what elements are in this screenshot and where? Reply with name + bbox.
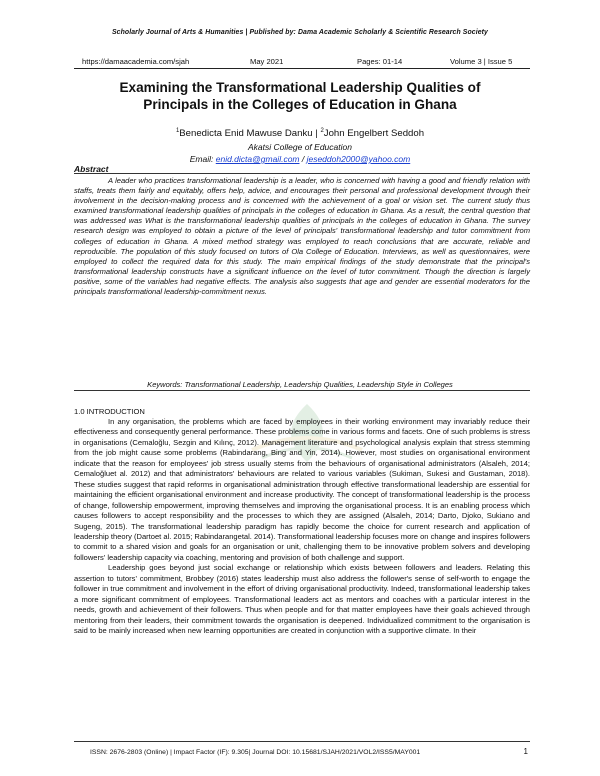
journal-header: Scholarly Journal of Arts & Humanities | Published by: Dama Academic Scholarly & Scientific Research Society [111, 29, 488, 36]
email-link-2[interactable]: jeseddoh2000@yahoo.com [306, 154, 411, 164]
paragraph: In any organisation, the problems which are faced by employees in their working environment may invariably reduce their effectiveness and consequently general performance. These problems come in various forms and facets. One of such problems is stress in organisations (Cemaloğlu, Sezgin and Kılınç, 2012). Management literature and psychological analysis explain that stress stemming from the job might cause some problems (Rabindarang, Bing and Yin, 2014). However, most studies on organisational environment indicate that the reason for employees' job stress usually stems from the behaviours of organisational administrators (Alsaleh, 2014; Cemaloğluet al. 2012) and that administrators' behaviours are related to various variables (Sukiman, Sukesi and Gustaman, 2018). These studies suggest that rapid reforms in organisational administration through effective transformational leadership are essential for maintaining the efficient organisational environment and increase productivity. The concept of transformational leadership is the process of change, followership empowerment, improving themselves and improving the organisational process. It is an enabling process which causes followers to accept responsibility and the processes to which they are assigned (Alsaleh, 2014; Darto, Djoko, Sukiano and Sugeng, 2015). The transformational leadership paradigm has rapidly become the choice for current research and application of leadership theory (Dartoet al. 2015; Rabindarangetal. 2014). Transformational leadership focuses more on change and inspires followers to commit to a shared vision and goals for an organisation or unit, challenging them to be innovative problem solvers and developing followers' leadership capacity via coaching, mentoring and provision of both challenge and support. [74, 417, 531, 562]
title-line-1: Examining the Transformational Leadership Qualities of [119, 80, 481, 95]
volume-issue: Volume 3 | Issue 5 [450, 57, 513, 66]
affiliation: Akatsi College of Education [248, 142, 352, 152]
abstract-text: A leader who practices transformational leadership is a leader, who is concerned with having a good and friendly relation with staffs, treats them fairly and equitably, offers help, advice, and encourages their personal and professional development through their involvement in the decision-making process and is concerned with the achievement of a goal or vision set. The current study thus examined transformational leadership qualities of principals in the colleges of education in Ghana. As a result, the central question that was addressed was What is the transformational leadership qualities of principals in the colleges of education in Ghana. The survey research design was employed to obtain a picture of the level of principals' transformational leadership and tutor commitment from colleges of education in Ghana. A mixed method strategy was employed to reach conclusions that are accurate, reliable and reproducible. The population of this study focused on tutors of Ola College of Education. Interviews, as well as questionnaires, were employed to collect the required data for this study. The main empirical findings of the study demonstrate that the principal's transformational leadership constructs have a significant influence on the level of tutor commitment. Though the direction is largely positive, some of the variables had negative effects. The analysis also suggests that age and gender are essential moderators for the principals transformational leadership-commitment nexus. [74, 176, 530, 297]
abstract-heading: Abstract [74, 164, 109, 174]
author-emails [0, 154, 600, 164]
email-separator: / [299, 154, 307, 164]
keywords-divider [74, 390, 530, 391]
author-1: Benedicta Enid Mawuse Danku | [179, 128, 321, 140]
page-range: Pages: 01-14 [357, 57, 403, 66]
header-divider [74, 68, 530, 69]
author-1-marker: 1 [175, 128, 180, 134]
page-number: 1 [523, 747, 528, 756]
footer-issn: ISSN: 2676-2803 (Online) | Impact Factor (IF): 9.305| Journal DOI: 10.15681/SJAH/2021/VOL2/ISS5/MAY001 [90, 749, 421, 756]
journal-url[interactable]: https://damaacademia.com/sjah [82, 57, 190, 66]
author-list [0, 128, 600, 139]
issue-date: May 2021 [250, 57, 284, 66]
section-heading-introduction: 1.0 INTRODUCTION [74, 407, 145, 416]
author-2-marker: 2 [320, 128, 324, 134]
introduction-body [74, 417, 530, 637]
email-link-1[interactable]: enid.dicta@gmail.com [215, 154, 300, 164]
abstract-divider [74, 173, 530, 174]
footer-divider [74, 741, 530, 742]
title-line-2: Principals in the Colleges of Education in Ghana [143, 97, 457, 112]
paragraph: Leadership goes beyond just social exchange or relationship which exists between followers and leaders. Relating this assertion to tutors' commitment, Brobbey (2016) states leadership must also address the follower's sense of self-worth to engage the follower in true commitment and involvement in the effort of driving organisational productivity. Indeed, transformational leadership takes a more significant commitment of employees. Transformational leaders act as mentors and coaches with a particular interest in the needs, growth and achievement of their followers. Thus when people and for that matter employees have their goals achieved through mentoring from their leaders, their commitment towards the organisation is deepened. Individualized commitment to the organisation is said to be mainly increased when new learning opportunities are created in conjunction with a supportive climate. In their [74, 563, 530, 636]
paper-title [60, 79, 540, 113]
email-label: Email: [189, 154, 216, 164]
keywords: Keywords: Transformational Leadership, Leadership Qualities, Leadership Style in Colleges [147, 380, 453, 389]
author-2: John Engelbert Seddoh [323, 128, 425, 140]
